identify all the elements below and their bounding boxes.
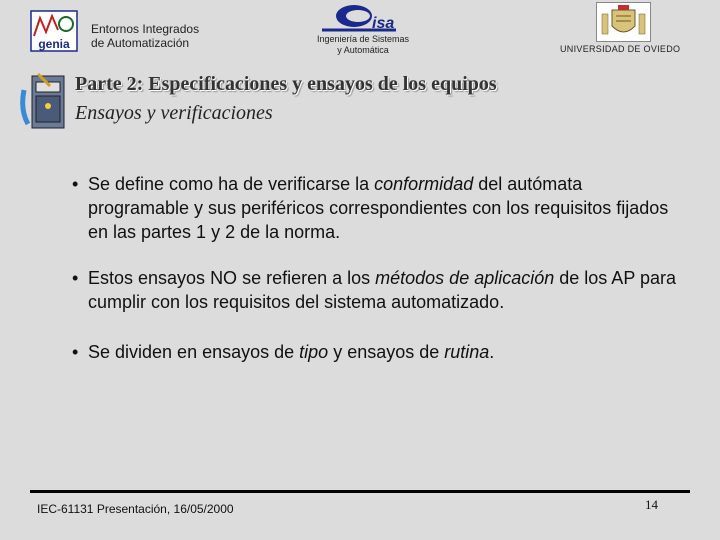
bullet-marker: •	[72, 174, 79, 194]
isa-logo	[318, 4, 400, 34]
bullet-text-part: Se define como ha de verificarse la	[88, 174, 375, 194]
bullet-text-part: y ensayos de	[328, 342, 445, 362]
header-left-text	[91, 22, 199, 50]
header-left-line2: de Automatización	[91, 36, 190, 50]
bullet-text-part: de los AP para cumplir con los requisitos del sistema automatizado.	[88, 268, 677, 312]
genia-logo	[30, 10, 78, 52]
university-crest-icon	[596, 2, 651, 42]
bullet-text-part: Estos ensayos NO se refieren a los	[88, 268, 376, 288]
bullet-emphasis: métodos de aplicación	[375, 268, 555, 288]
bullet-text	[72, 172, 682, 244]
bullet-item	[72, 340, 682, 364]
header-center-line2: y Automática	[337, 45, 389, 55]
plc-clipart-icon	[18, 70, 68, 132]
bullet-item	[72, 172, 682, 244]
page-number: 14	[645, 497, 658, 512]
bullet-item	[72, 266, 682, 314]
bullet-emphasis: tipo	[299, 342, 329, 362]
slide-title: Parte 2: Especificaciones y ensayos de los equipos	[75, 73, 497, 95]
bullet-text-part: .	[489, 342, 495, 362]
bullet-text-part: Se dividen en ensayos de	[88, 342, 300, 362]
footer-divider	[30, 490, 690, 493]
header-left-line1: Entornos Integrados	[91, 22, 200, 36]
bullet-text-part: del autómata programable y sus periféricos correspondientes con los requisitos fijados en las partes 1 y 2 de la norma.	[88, 174, 669, 242]
bullet-emphasis: rutina	[444, 342, 490, 362]
slide-subtitle: Ensayos y verificaciones	[75, 102, 273, 124]
bullet-marker: •	[72, 342, 79, 362]
bullet-emphasis: conformidad	[374, 174, 474, 194]
header-center-line1: Ingeniería de Sistemas	[316, 34, 410, 44]
bullet-marker: •	[72, 268, 79, 288]
bullet-text	[72, 266, 682, 314]
isa-logo-text: isa	[372, 15, 395, 32]
bullet-text	[72, 340, 682, 364]
footer-text: IEC-61131 Presentación, 16/05/2000	[37, 502, 234, 516]
genia-logo-text: genia	[38, 37, 70, 51]
header-center-text	[308, 34, 418, 56]
university-name: UNIVERSIDAD DE OVIEDO	[560, 44, 681, 54]
